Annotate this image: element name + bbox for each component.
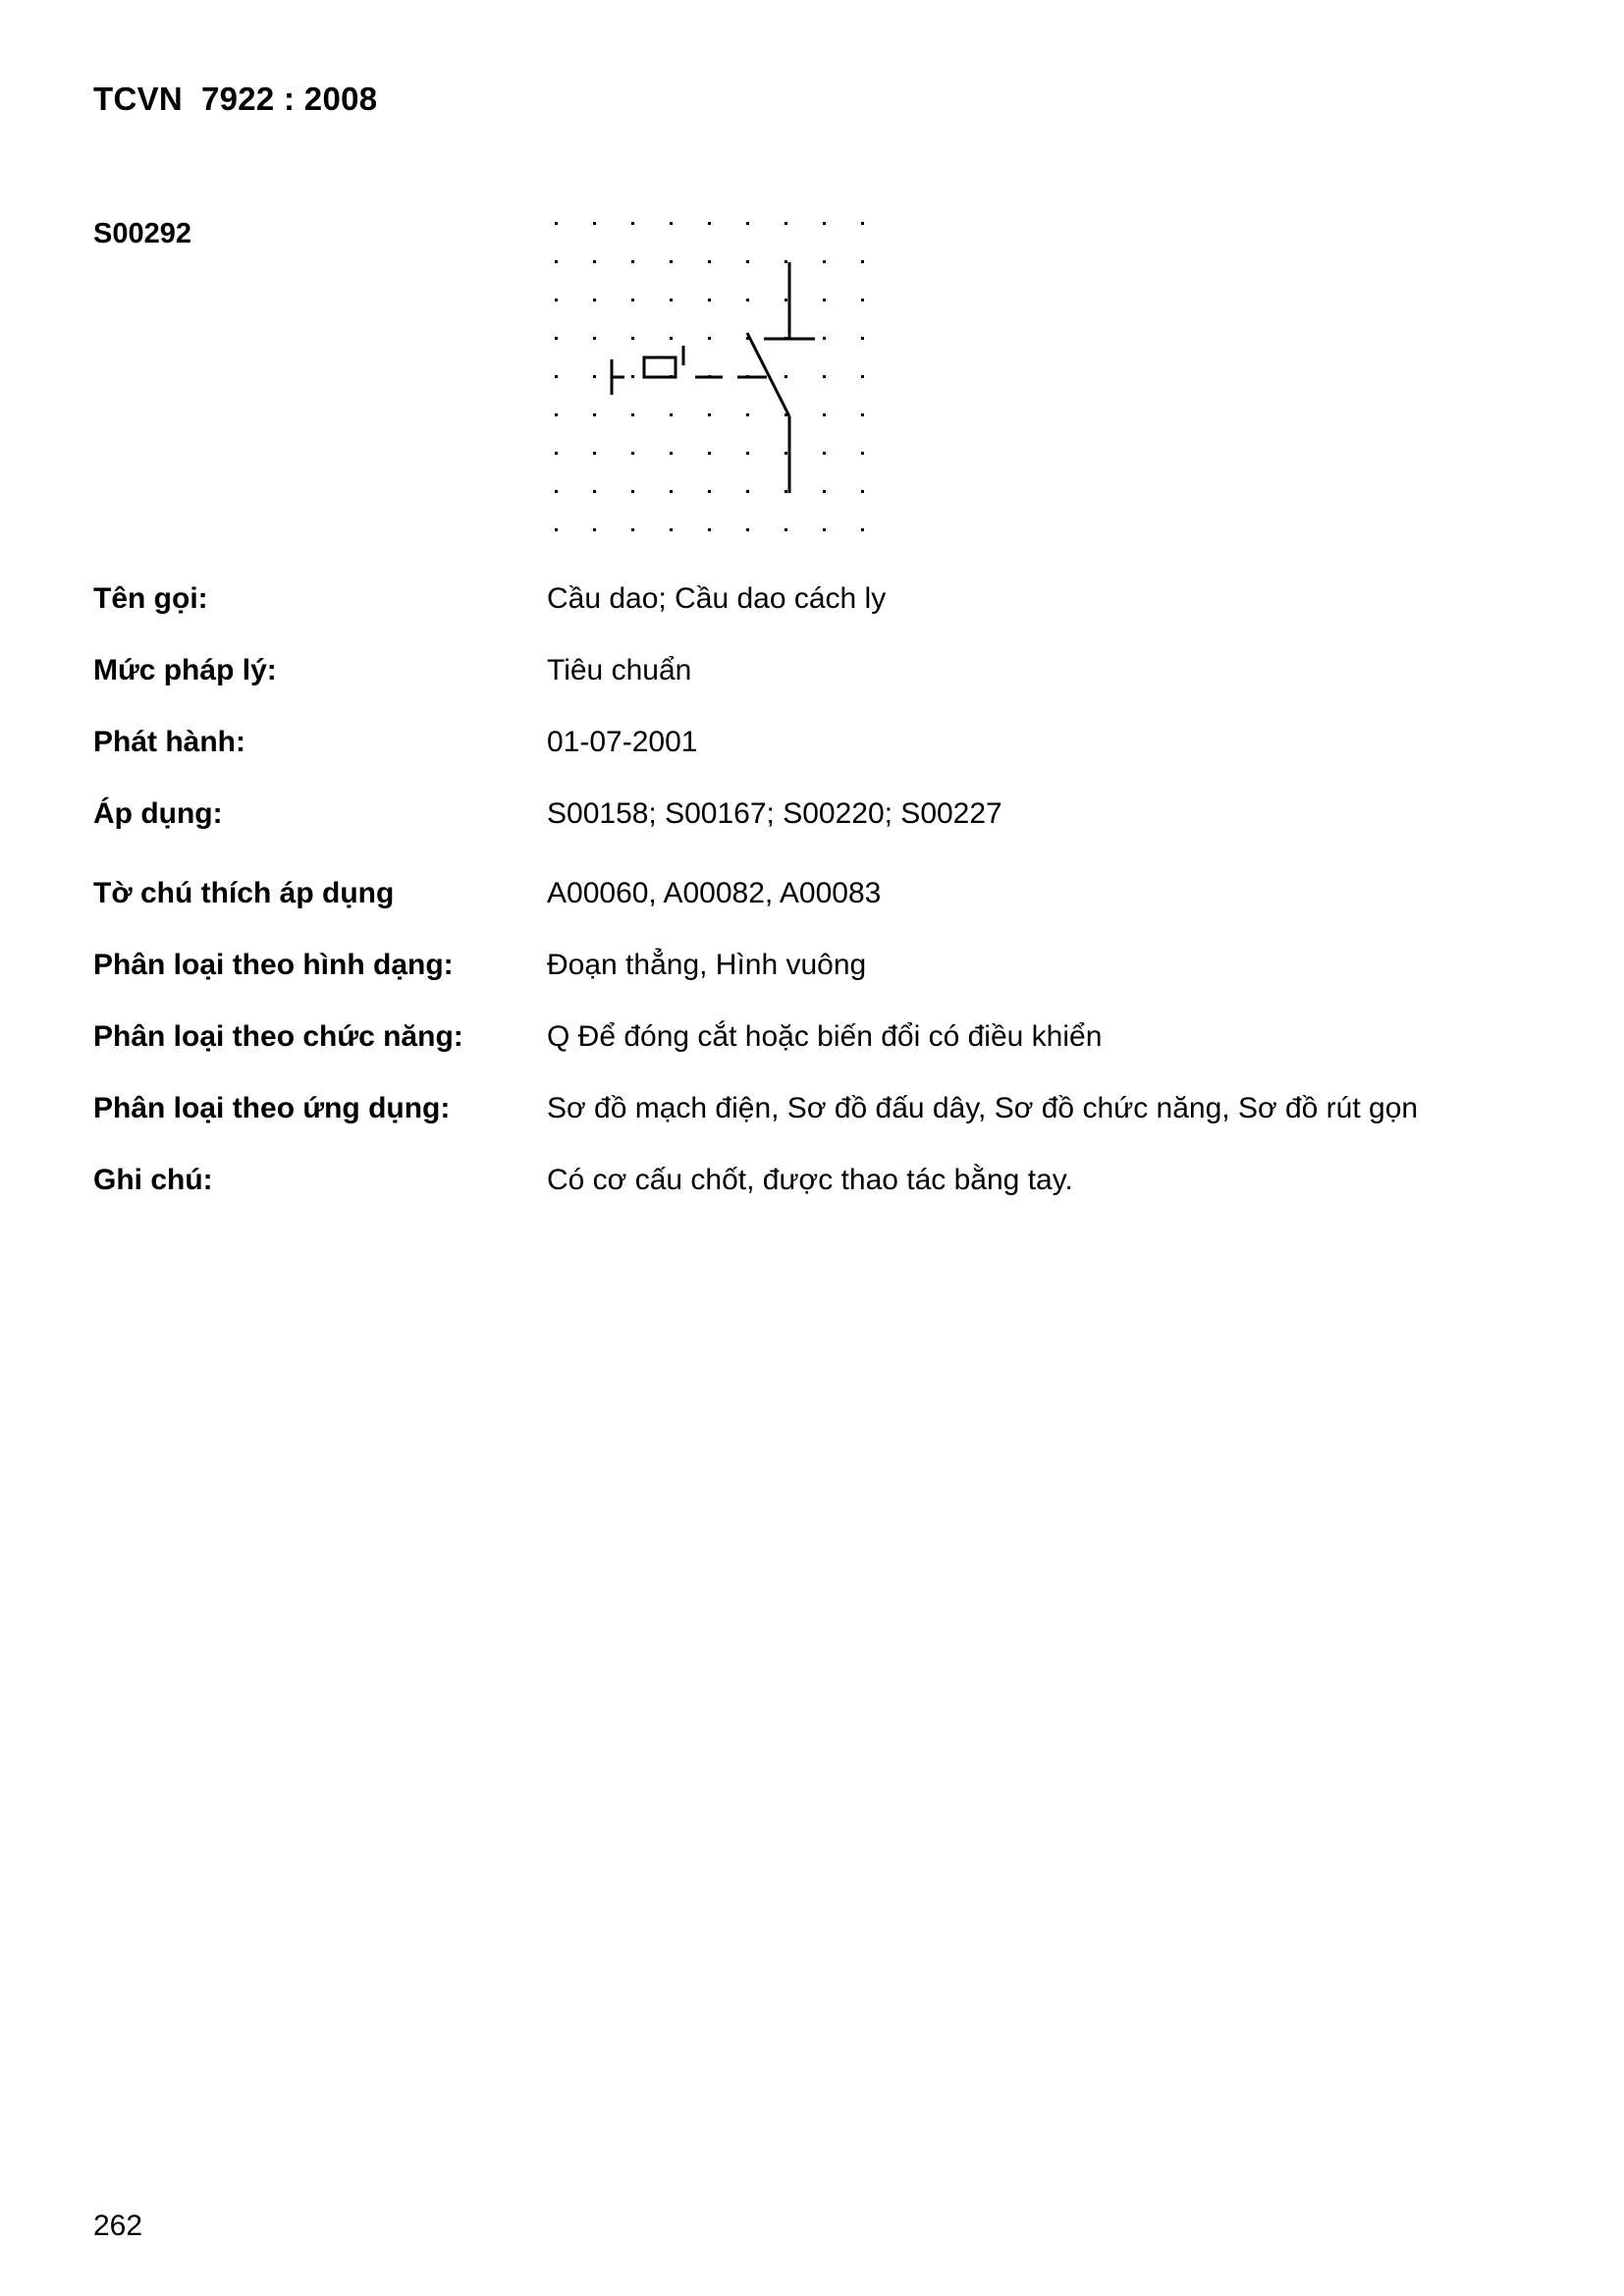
grid-dot bbox=[555, 528, 558, 531]
grid-dot bbox=[861, 528, 864, 531]
standard-header: TCVN 7922 : 2008 bbox=[93, 81, 378, 117]
grid-dot bbox=[785, 528, 787, 531]
grid-dot bbox=[708, 299, 711, 301]
grid-dot bbox=[785, 222, 787, 225]
field-value: S00158; S00167; S00220; S00227 bbox=[547, 797, 1002, 830]
field-label: Mức pháp lý: bbox=[93, 654, 277, 686]
grid-dot bbox=[708, 528, 711, 531]
field-value: Q Để đóng cắt hoặc biến đổi có điều khiển bbox=[547, 1020, 1103, 1053]
grid-dot bbox=[670, 337, 673, 340]
field-label: Phân loại theo hình dạng: bbox=[93, 949, 454, 981]
grid-dot bbox=[785, 452, 787, 455]
grid-dot bbox=[593, 490, 596, 493]
grid-dot bbox=[631, 375, 634, 378]
grid-dot bbox=[823, 375, 826, 378]
grid-dot bbox=[746, 490, 749, 493]
grid-dot bbox=[708, 452, 711, 455]
field-label: Áp dụng: bbox=[93, 797, 223, 830]
field-value: Cầu dao; Cầu dao cách ly bbox=[547, 582, 887, 615]
field-label: Phân loại theo chức năng: bbox=[93, 1020, 463, 1053]
grid-dot bbox=[861, 413, 864, 416]
grid-dot bbox=[555, 452, 558, 455]
field-label: Tên gọi: bbox=[93, 582, 208, 615]
field-value: A00060, A00082, A00083 bbox=[547, 877, 882, 909]
grid-dot bbox=[631, 528, 634, 531]
grid-dot bbox=[670, 299, 673, 301]
grid-dot bbox=[593, 222, 596, 225]
grid-dot bbox=[746, 528, 749, 531]
grid-dot bbox=[708, 222, 711, 225]
grid-dot bbox=[785, 299, 787, 301]
grid-dot bbox=[861, 375, 864, 378]
grid-dot bbox=[823, 299, 826, 301]
grid-dot bbox=[708, 260, 711, 263]
field-value: Tiêu chuẩn bbox=[547, 654, 692, 686]
grid-dot bbox=[823, 222, 826, 225]
grid-dot bbox=[861, 260, 864, 263]
grid-dot bbox=[823, 413, 826, 416]
grid-dot bbox=[593, 452, 596, 455]
field-label: Phân loại theo ứng dụng: bbox=[93, 1092, 451, 1124]
field-label: Tờ chú thích áp dụng bbox=[93, 877, 395, 909]
grid-dot bbox=[631, 299, 634, 301]
field-label: Phát hành: bbox=[93, 726, 245, 758]
grid-dot bbox=[746, 413, 749, 416]
grid-dot bbox=[746, 222, 749, 225]
grid-dot bbox=[555, 490, 558, 493]
grid-dot bbox=[670, 222, 673, 225]
grid-dot bbox=[670, 260, 673, 263]
grid-dot bbox=[555, 299, 558, 301]
field-label: Ghi chú: bbox=[93, 1164, 213, 1196]
grid-dot bbox=[823, 452, 826, 455]
grid-dot bbox=[708, 490, 711, 493]
grid-dot bbox=[593, 375, 596, 378]
grid-dot bbox=[708, 413, 711, 416]
grid-dot bbox=[708, 337, 711, 340]
grid-dot bbox=[593, 260, 596, 263]
grid-dot bbox=[746, 452, 749, 455]
disconnector-symbol-icon bbox=[538, 208, 892, 547]
grid-dot bbox=[593, 413, 596, 416]
field-value: Có cơ cấu chốt, được thao tác bằng tay. bbox=[547, 1164, 1073, 1196]
grid-dot bbox=[555, 260, 558, 263]
grid-dot bbox=[823, 490, 826, 493]
grid-dot bbox=[555, 222, 558, 225]
grid-dot bbox=[555, 375, 558, 378]
grid-dot bbox=[785, 490, 787, 493]
grid-dot bbox=[593, 337, 596, 340]
grid-dot bbox=[593, 528, 596, 531]
grid-dot bbox=[861, 490, 864, 493]
grid-dot bbox=[746, 299, 749, 301]
grid-dot bbox=[631, 260, 634, 263]
grid-dot bbox=[861, 452, 864, 455]
grid-dot bbox=[670, 452, 673, 455]
grid-dot bbox=[631, 490, 634, 493]
field-value: 01-07-2001 bbox=[547, 726, 698, 758]
grid-dot bbox=[631, 222, 634, 225]
page-number: 262 bbox=[93, 2210, 143, 2242]
grid-dot bbox=[670, 490, 673, 493]
grid-dot bbox=[861, 337, 864, 340]
field-value: Sơ đồ mạch điện, Sơ đồ đấu dây, Sơ đồ chức năng, Sơ đồ rút gọn bbox=[547, 1092, 1419, 1124]
grid-dot bbox=[785, 260, 787, 263]
symbol-code: S00292 bbox=[93, 218, 191, 249]
grid-dot bbox=[593, 299, 596, 301]
grid-dot bbox=[631, 452, 634, 455]
grid-dot bbox=[670, 528, 673, 531]
grid-dot bbox=[823, 528, 826, 531]
field-value: Đoạn thẳng, Hình vuông bbox=[547, 949, 867, 981]
grid-dot bbox=[823, 337, 826, 340]
grid-dot bbox=[746, 260, 749, 263]
grid-dot bbox=[555, 413, 558, 416]
symbol-lines bbox=[612, 262, 815, 493]
grid-dot bbox=[823, 260, 826, 263]
grid-dot bbox=[670, 413, 673, 416]
grid-dot bbox=[785, 375, 787, 378]
grid-dot bbox=[631, 413, 634, 416]
grid-dot bbox=[555, 337, 558, 340]
grid-dot bbox=[861, 222, 864, 225]
grid-dot bbox=[861, 299, 864, 301]
grid-dot bbox=[631, 337, 634, 340]
